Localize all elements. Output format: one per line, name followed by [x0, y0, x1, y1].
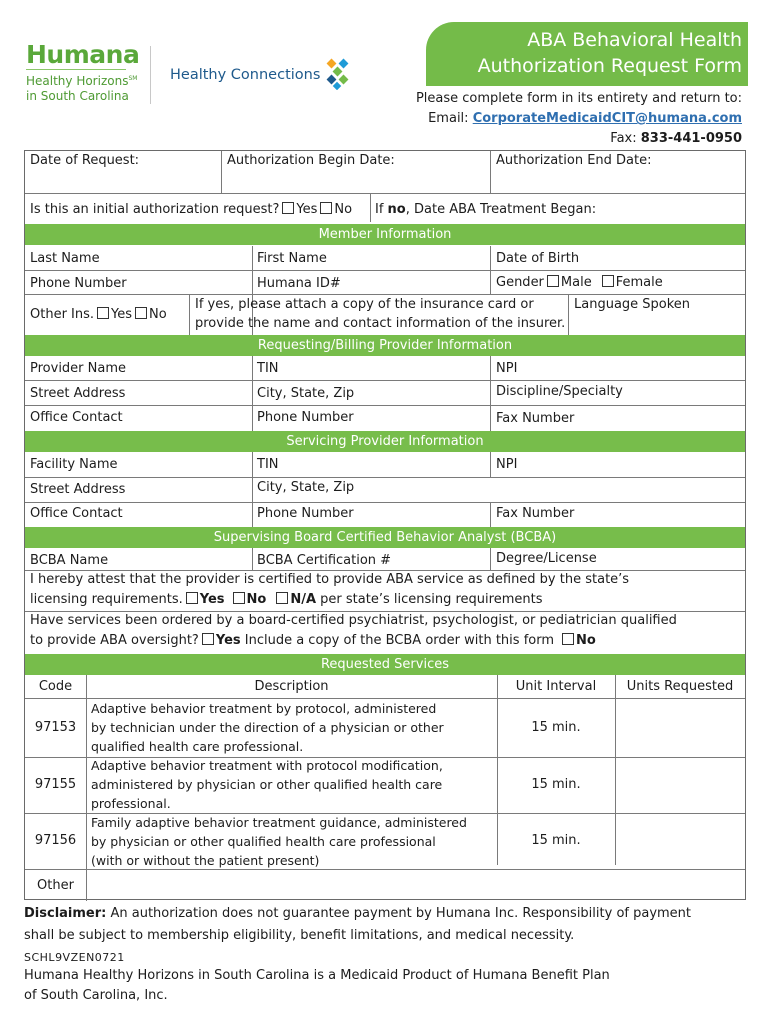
gender-field: Gender Male Female [496, 275, 663, 290]
service-interval: 15 min. [531, 720, 581, 735]
insurance-note-2: provide the name and contact information of the insurer. [195, 316, 566, 331]
requesting-provider-header: Requesting/Billing Provider Information [25, 335, 745, 356]
date-of-request-label: Date of Request: [30, 153, 140, 168]
servicing-npi-label: NPI [496, 457, 518, 472]
email-line: Email: CorporateMedicaidCIT@humana.com [428, 111, 742, 126]
form-title-line-1: ABA Behavioral Health [527, 29, 742, 51]
code-column-header: Code [38, 679, 73, 694]
female-checkbox[interactable] [602, 275, 614, 287]
servicing-street-label: Street Address [30, 482, 126, 497]
ordered-no-checkbox[interactable] [562, 633, 574, 645]
initial-no-checkbox[interactable] [320, 202, 332, 214]
attest-na-checkbox[interactable] [276, 592, 288, 604]
instructions: Please complete form in its entirety and return to: [415, 91, 742, 106]
city-state-zip-label: City, State, Zip [257, 386, 355, 401]
tin-label: TIN [257, 361, 279, 376]
healthy-connections-logo: Healthy Connections [170, 67, 321, 83]
auth-end-label: Authorization End Date: [496, 153, 652, 168]
other-service-label: Other [37, 878, 74, 893]
other-ins-yes-checkbox[interactable] [97, 307, 109, 319]
bcba-name-label: BCBA Name [30, 553, 109, 568]
units-requested-column-header: Units Requested [626, 679, 734, 694]
service-description: Adaptive behavior treatment with protocol modification, administered by physician or other qualified health care professional. [91, 758, 443, 811]
bcba-cert-label: BCBA Certification # [257, 553, 392, 568]
street-address-label: Street Address [30, 386, 126, 401]
bcba-header: Supervising Board Certified Behavior Analyst (BCBA) [25, 527, 745, 548]
other-insurance-field: Other Ins. Yes No [30, 307, 167, 322]
service-interval: 15 min. [531, 833, 581, 848]
service-description: Adaptive behavior treatment by protocol, administered by technician under the direction of a physician or other qualified health care professional. [91, 701, 444, 754]
degree-license-label: Degree/License [496, 551, 597, 566]
servicing-tin-label: TIN [257, 457, 279, 472]
logo-line-1: Healthy Horizons℠ [26, 74, 138, 88]
service-description: Family adaptive behavior treatment guidance, administered by physician or other qualified health care professional (with or without the patient present) [91, 815, 467, 868]
service-interval: 15 min. [531, 777, 581, 792]
initial-request-question: Is this an initial authorization request? Yes No [30, 202, 353, 217]
service-code: 97156 [34, 833, 77, 848]
initial-yes-checkbox[interactable] [282, 202, 294, 214]
servicing-fax-label: Fax Number [496, 506, 575, 521]
servicing-city-label: City, State, Zip [257, 480, 355, 495]
authorization-form [24, 150, 746, 900]
humana-id-label: Humana ID# [257, 276, 341, 291]
office-contact-label: Office Contact [30, 410, 123, 425]
dob-label: Date of Birth [496, 251, 580, 266]
disclaimer-line-2: shall be subject to membership eligibility, benefit limitations, and medical necessity. [24, 928, 575, 943]
attestation-line-1: I hereby attest that the provider is certified to provide ABA service as defined by the state’s [30, 572, 630, 587]
attestation-line-2: licensing requirements. Yes No N/A per state’s licensing requirements [30, 592, 543, 607]
form-title-line-2: Authorization Request Form [477, 55, 742, 77]
servicing-office-contact-label: Office Contact [30, 506, 123, 521]
other-ins-no-checkbox[interactable] [135, 307, 147, 319]
footer-note-line-2: of South Carolina, Inc. [24, 988, 168, 1003]
phone-number-label: Phone Number [257, 410, 354, 425]
requested-services-header: Requested Services [25, 654, 745, 675]
treatment-began-label: If no, Date ABA Treatment Began: [375, 202, 597, 217]
facility-name-label: Facility Name [30, 457, 118, 472]
form-code: SCHL9VZEN0721 [24, 951, 125, 964]
service-code: 97155 [34, 777, 77, 792]
fax-line: Fax: 833-441-0950 [610, 131, 742, 146]
servicing-provider-header: Servicing Provider Information [25, 431, 745, 452]
auth-begin-label: Authorization Begin Date: [227, 153, 395, 168]
servicing-phone-label: Phone Number [257, 506, 354, 521]
humana-logo: Humana [26, 40, 140, 69]
provider-name-label: Provider Name [30, 361, 127, 376]
attest-no-checkbox[interactable] [233, 592, 245, 604]
phone-label: Phone Number [30, 276, 127, 291]
npi-label: NPI [496, 361, 518, 376]
male-checkbox[interactable] [547, 275, 559, 287]
logo-divider [26, 69, 126, 70]
footer-note-line-1: Humana Healthy Horizons in South Carolina is a Medicaid Product of Humana Benefit Plan [24, 968, 610, 983]
fax-number: 833-441-0950 [640, 131, 742, 146]
service-code: 97153 [34, 720, 77, 735]
member-information-header: Member Information [25, 224, 745, 245]
ordered-yes-checkbox[interactable] [202, 633, 214, 645]
attest-yes-checkbox[interactable] [186, 592, 198, 604]
discipline-label: Discipline/Specialty [496, 384, 623, 399]
description-column-header: Description [254, 679, 329, 694]
email-link[interactable]: CorporateMedicaidCIT@humana.com [472, 111, 742, 126]
logo-separator [150, 46, 151, 104]
insurance-note-1: If yes, please attach a copy of the insurance card or [195, 297, 534, 312]
ordered-question-line-2: to provide ABA oversight? Yes Include a copy of the BCBA order with this form No [30, 633, 596, 648]
language-spoken-label: Language Spoken [574, 297, 691, 312]
healthy-connections-mark-icon [326, 58, 352, 90]
unit-interval-column-header: Unit Interval [515, 679, 597, 694]
logo-line-2: in South Carolina [26, 89, 129, 103]
disclaimer-line-1: Disclaimer: An authorization does not guarantee payment by Humana Inc. Responsibility of payment [24, 906, 692, 921]
last-name-label: Last Name [30, 251, 100, 266]
fax-number-label: Fax Number [496, 411, 575, 426]
ordered-question-line-1: Have services been ordered by a board-certified psychiatrist, psychologist, or pediatrician qualified [30, 613, 677, 628]
first-name-label: First Name [257, 251, 327, 266]
